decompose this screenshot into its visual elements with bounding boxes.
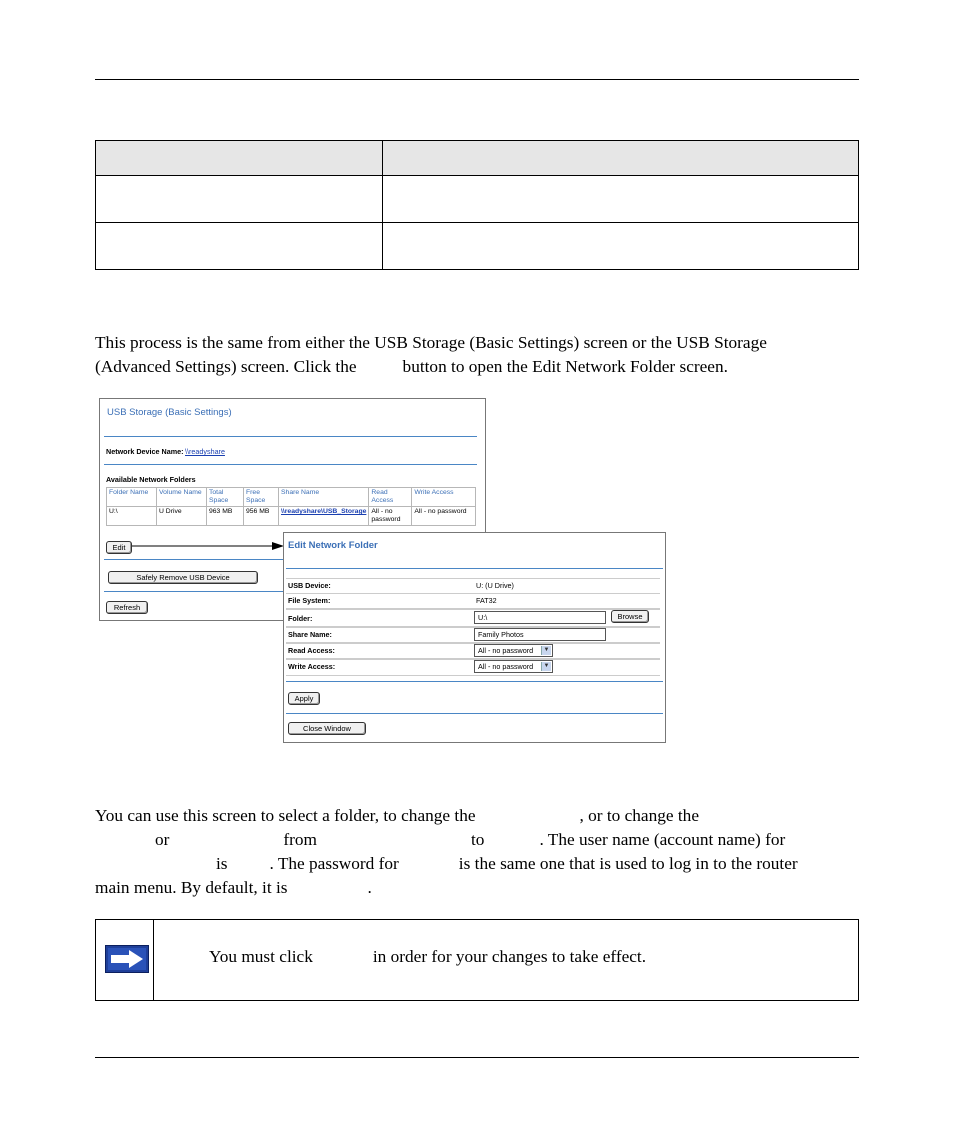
- basic-settings-title: USB Storage (Basic Settings): [107, 407, 232, 418]
- para2-line-4: [95, 876, 865, 900]
- footer-rule: [95, 1057, 859, 1058]
- header-rule: [95, 79, 859, 80]
- browse-button[interactable]: Browse: [611, 610, 649, 623]
- divider: [104, 464, 477, 465]
- para2-line-2: [95, 828, 865, 852]
- write-access-select[interactable]: [474, 660, 553, 673]
- cell-share-link[interactable]: \\readyshare\USB_Storage: [279, 507, 369, 526]
- close-window-button[interactable]: Close Window: [288, 722, 366, 735]
- col-folder-name: Folder Name: [107, 488, 157, 507]
- para2-l2-b: from: [283, 830, 317, 849]
- note-box: [95, 919, 859, 1001]
- cell-free: 956 MB: [244, 507, 279, 526]
- para2-l1-a: You can use this screen to select a folder, to change the: [95, 806, 476, 825]
- col-total-space: Total Space: [207, 488, 244, 507]
- write-access-row: [286, 658, 660, 676]
- col-share-name: Share Name: [279, 488, 369, 507]
- cell-write: All - no password: [412, 507, 476, 526]
- folders-heading: Available Network Folders: [106, 475, 196, 484]
- edit-button[interactable]: Edit: [106, 541, 132, 554]
- cell-folder: U:\: [107, 507, 157, 526]
- note-text-b: in order for your changes to take effect.: [372, 947, 647, 966]
- col-read-access: Read Access: [369, 488, 412, 507]
- para2-l3-c: is the same one that is used to log in to the router: [458, 854, 798, 873]
- para2-l2-d: . The user name (account name) for: [539, 830, 786, 849]
- refresh-button[interactable]: Refresh: [106, 601, 148, 614]
- divider: [286, 568, 663, 569]
- note-text: [209, 947, 646, 967]
- edit-folder-title: Edit Network Folder: [288, 540, 378, 551]
- read-access-value: All - no password: [478, 646, 534, 655]
- file-system-label: File System:: [288, 596, 331, 605]
- intro-line-1: This process is the same from either the USB Storage (Basic Settings) screen or the USB Storage: [95, 333, 767, 352]
- col-write-access: Write Access: [412, 488, 476, 507]
- para2-l4-b: .: [367, 878, 372, 897]
- read-access-select[interactable]: [474, 644, 553, 657]
- intro-line-2-a: (Advanced Settings) screen. Click the: [95, 357, 357, 376]
- device-name-label: Network Device Name:: [106, 447, 184, 456]
- divider: [104, 436, 477, 437]
- share-name-label: Share Name:: [288, 630, 332, 639]
- chevron-down-icon: ▼: [541, 646, 551, 655]
- folder-input[interactable]: U:\: [474, 611, 606, 624]
- folders-table: [106, 487, 476, 526]
- write-access-value: All - no password: [478, 662, 534, 671]
- para2-l1-b: , or to change the: [579, 806, 699, 825]
- cell-read: All - no password: [369, 507, 412, 526]
- para2-line-1: [95, 804, 865, 828]
- chevron-down-icon: ▼: [541, 662, 551, 671]
- note-divider: [153, 920, 154, 1000]
- para2-l2-c: to: [471, 830, 485, 849]
- safely-remove-button[interactable]: Safely Remove USB Device: [108, 571, 258, 584]
- para2-l4-a: main menu. By default, it is: [95, 878, 288, 897]
- arrow-connector: [130, 540, 290, 552]
- file-system-row: [286, 593, 660, 609]
- settings-table: [95, 140, 859, 270]
- col-volume-name: Volume Name: [157, 488, 207, 507]
- divider: [286, 681, 663, 682]
- apply-button[interactable]: Apply: [288, 692, 320, 705]
- arrow-right-icon: [105, 945, 149, 973]
- cell-total: 963 MB: [207, 507, 244, 526]
- intro-line-2: [95, 355, 865, 379]
- para2-l2-a: or: [155, 830, 170, 849]
- note-text-a: You must click: [209, 947, 313, 966]
- share-name-input[interactable]: Family Photos: [474, 628, 606, 641]
- device-name-link[interactable]: \\readyshare: [185, 447, 225, 456]
- para2-line-3: [95, 852, 865, 876]
- edit-folder-screenshot: [283, 532, 666, 743]
- read-access-label: Read Access:: [288, 646, 335, 655]
- col-free-space: Free Space: [244, 488, 279, 507]
- file-system-value: FAT32: [476, 596, 497, 605]
- usb-device-row: [286, 578, 660, 594]
- write-access-label: Write Access:: [288, 662, 336, 671]
- para2-l3-b: . The password for: [269, 854, 399, 873]
- intro-line-2-b: button to open the Edit Network Folder screen.: [402, 357, 728, 376]
- usb-device-label: USB Device:: [288, 581, 331, 590]
- usb-device-value: U: (U Drive): [476, 581, 514, 590]
- para2-l3-a: is: [216, 854, 228, 873]
- divider: [286, 713, 663, 714]
- folder-label: Folder:: [288, 614, 313, 623]
- cell-volume: U Drive: [157, 507, 207, 526]
